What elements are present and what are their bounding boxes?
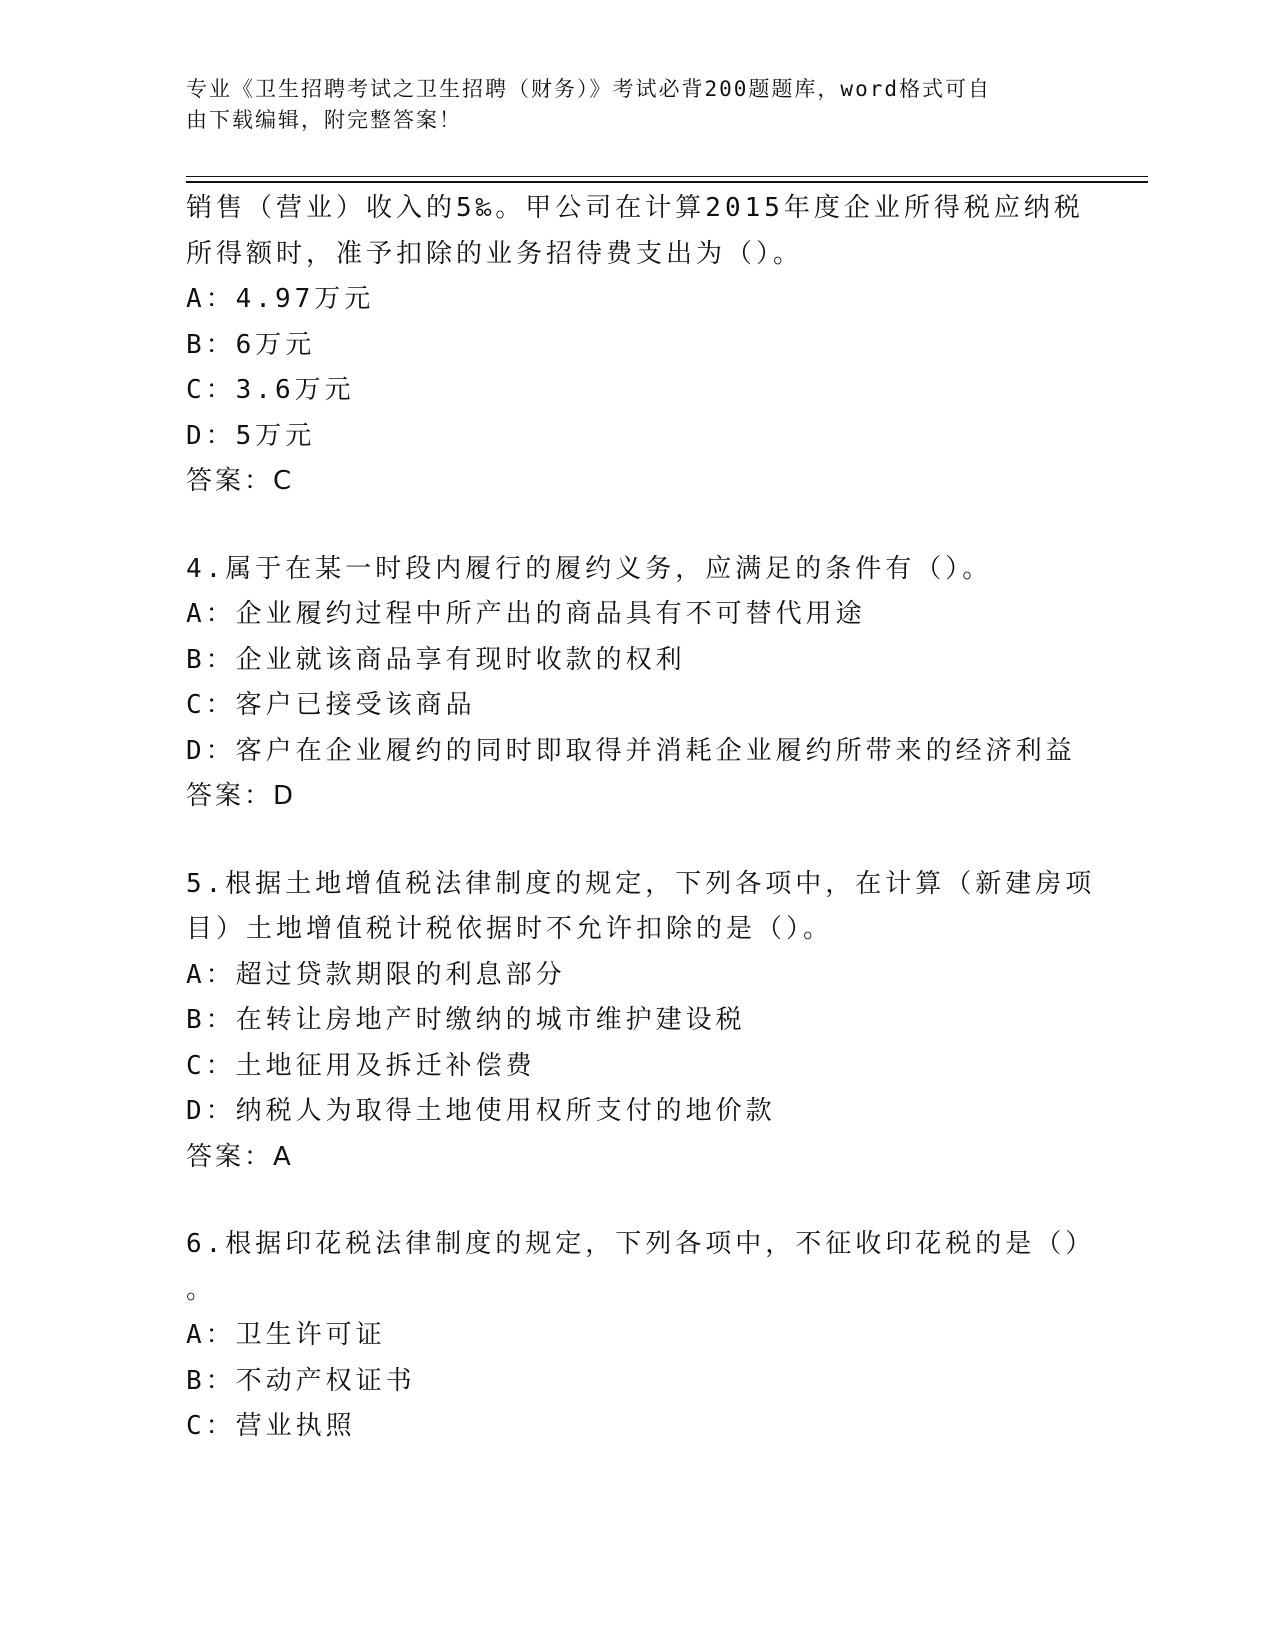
option-d: D：客户在企业履约的同时即取得并消耗企业履约所带来的经济利益: [186, 735, 1076, 766]
spacer: [186, 820, 1066, 862]
spacer: [186, 505, 1066, 547]
option-d: D：5万元: [186, 420, 316, 451]
option-c: C：客户已接受该商品: [186, 690, 476, 720]
option-c: C：土地征用及拆迁补偿费: [186, 1050, 536, 1081]
question-stem: 。: [186, 1274, 217, 1305]
header-line-2: 由下载编辑，附完整答案！: [186, 108, 462, 132]
option-a: A：超过贷款期限的利息部分: [186, 959, 566, 990]
header-divider-thin: [186, 176, 1148, 177]
question-stem: 5.根据土地增值税法律制度的规定，下列各项中，在计算（新建房项: [186, 868, 1096, 899]
spacer: [186, 1180, 1066, 1222]
option-b: B：企业就该商品享有现时收款的权利: [186, 644, 686, 675]
question-4: [186, 547, 1076, 820]
answer-line: 答案：C: [186, 466, 295, 496]
option-a: A：4.97万元: [186, 284, 375, 314]
answer-line: 答案：D: [186, 781, 297, 811]
option-b: B：不动产权证书: [186, 1365, 416, 1396]
answer-line: 答案：A: [186, 1141, 294, 1172]
option-d: D：纳税人为取得土地使用权所支付的地价款: [186, 1096, 776, 1126]
option-c: C：营业执照: [186, 1411, 356, 1441]
question-3: [186, 186, 1084, 505]
document-header: [186, 74, 1066, 136]
question-stem: 目）土地增值税计税依据时不允许扣除的是（）。: [186, 914, 834, 944]
question-6: [186, 1222, 1096, 1450]
question-5: [186, 862, 1096, 1181]
option-b: B：6万元: [186, 329, 316, 360]
option-a: A：企业履约过程中所产出的商品具有不可替代用途: [186, 599, 866, 629]
question-stem: 4.属于在某一时段内履行的履约义务，应满足的条件有（）。: [186, 553, 993, 584]
document-body: [186, 186, 1096, 1450]
header-line-1: 专业《卫生招聘考试之卫生招聘（财务）》考试必背200题题库，word格式可自: [186, 77, 991, 101]
question-stem: 销售（营业）收入的5‰。甲公司在计算2015年度企业所得税应纳税: [186, 193, 1084, 223]
option-b: B：在转让房地产时缴纳的城市维护建设税: [186, 1005, 746, 1035]
option-c: C：3.6万元: [186, 375, 355, 405]
header-divider-thick: [186, 181, 1148, 183]
question-stem: 所得额时，准予扣除的业务招待费支出为（）。: [186, 238, 804, 269]
option-a: A：卫生许可证: [186, 1320, 386, 1350]
question-stem: 6.根据印花税法律制度的规定，下列各项中，不征收印花税的是（）: [186, 1229, 1096, 1259]
